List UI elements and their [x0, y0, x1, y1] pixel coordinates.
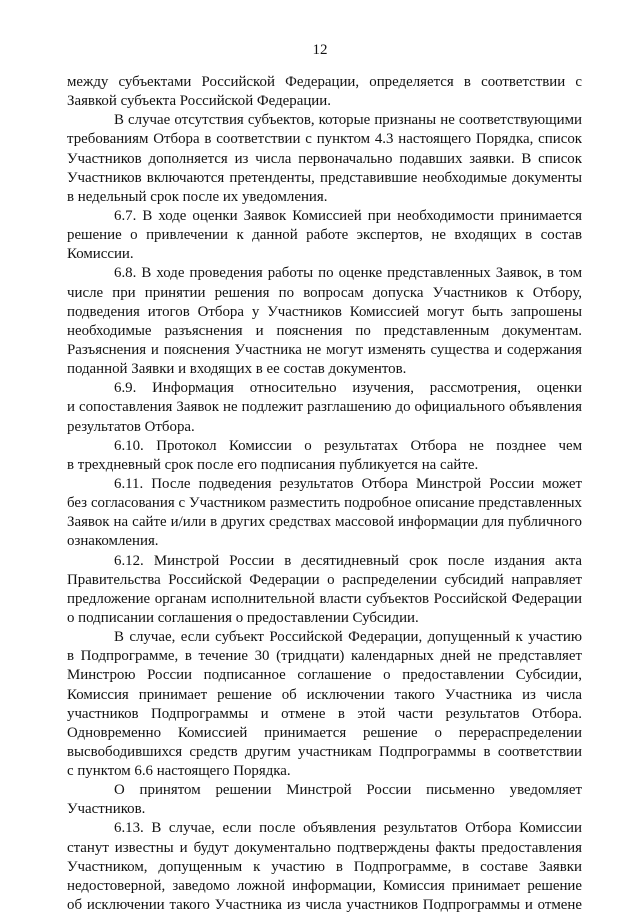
text-line: требованиям Отбора в соответствии с пунктом 4.3 настоящего Порядка, список [67, 131, 582, 148]
text-line: 6.7. В ходе оценки Заявок Комиссией при необходимости принимается [114, 207, 582, 224]
text-line: высвободившихся средств другим участникам Подпрограммы в соответствии [67, 743, 582, 760]
text-line: участников Подпрограммы и отмене в этой части результатов Отбора. [67, 705, 582, 722]
document-body [67, 73, 582, 915]
text-line: числе при принятии решения по вопросам допуска Участников к Отбору, [67, 284, 582, 301]
text-line: недостоверной, заведомо ложной информации, Комиссия принимает решение [67, 877, 582, 894]
text-line: о подписании соглашения о предоставлении Субсидии. [67, 609, 419, 626]
text-line: необходимые разъяснения и пояснения по представленным документам. [67, 322, 582, 339]
text-line: Комиссия принимает решение об исключении такого Участника из числа [67, 686, 582, 703]
page-number: 12 [312, 42, 328, 58]
text-line: в трехдневный срок после его подписания публикуется на сайте. [67, 456, 479, 473]
text-line: Участников дополняется из числа первоначально подавших заявки. В список [67, 150, 582, 167]
text-line: станут известны и будут документально подтверждены факты предоставления [67, 839, 582, 856]
text-line: Участником, допущенным к участию в Подпрограмме, в составе Заявки [67, 858, 582, 875]
text-line: В случае, если субъект Российской Федерации, допущенный к участию [114, 629, 582, 646]
text-line: Правительства Российской Федерации о распределении субсидий направляет [67, 571, 582, 588]
text-line: в Подпрограмме, в течение 30 (тридцати) календарных дней не представляет [67, 648, 582, 665]
text-line: 6.12. Минстрой России в десятидневный срок после издания акта [114, 552, 582, 569]
text-line: решение о привлечении к данной работе экспертов, не входящих в состав [67, 227, 582, 244]
text-line: 6.8. В ходе проведения работы по оценке представленных Заявок, в том [114, 265, 582, 282]
text-line: Заявкой субъекта Российской Федерации. [67, 93, 331, 110]
text-line: в недельный срок после их уведомления. [67, 188, 328, 205]
text-line: Минстрою России подписанное соглашение о предоставлении Субсидии, [67, 667, 582, 684]
text-line: О принятом решении Минстрой России письменно уведомляет [114, 782, 582, 799]
text-line: Комиссии. [67, 246, 134, 263]
text-line: между субъектами Российской Федерации, определяется в соответствии с [67, 74, 582, 90]
text-line: ознакомления. [67, 533, 159, 550]
text-line: и сопоставления Заявок не подлежит разглашению до официального объявления [67, 399, 582, 416]
text-line: без согласования с Участником разместить подробное описание представленных [67, 495, 582, 512]
text-line: 6.9. Информация относительно изучения, рассмотрения, оценки [114, 380, 582, 397]
text-line: Одновременно Комиссией принимается решение о перераспределении [67, 724, 582, 741]
text-line: 6.11. После подведения результатов Отбора Минстрой России может [114, 475, 582, 492]
text-line: Заявок на сайте и/или в других средствах массовой информации для публичного [67, 514, 582, 531]
text-line: предложение органам исполнительной власти субъектов Российской Федерации [67, 590, 582, 607]
text-line: поданной Заявки и входящих в ее состав документов. [67, 361, 407, 378]
text-line: с пунктом 6.6 настоящего Порядка. [67, 763, 291, 780]
text-line: 6.10. Протокол Комиссии о результатах Отбора не позднее чем [114, 437, 582, 454]
text-line: подведения итогов Отбора у Участников Комиссией могут быть запрошены [67, 303, 582, 320]
text-line: Участников включаются претенденты, представившие необходимые документы [67, 169, 582, 186]
text-line: результатов Отбора. [67, 418, 195, 435]
text-line: В случае отсутствия субъектов, которые признаны не соответствующими [114, 112, 582, 129]
text-line: об исключении такого Участника из числа участников Подпрограммы и отмене [67, 897, 582, 914]
text-line: Участников. [67, 801, 146, 818]
text-line: 6.13. В случае, если после объявления результатов Отбора Комиссии [114, 820, 582, 837]
text-line: Разъяснения и пояснения Участника не могут изменять существа и содержания [67, 341, 582, 358]
